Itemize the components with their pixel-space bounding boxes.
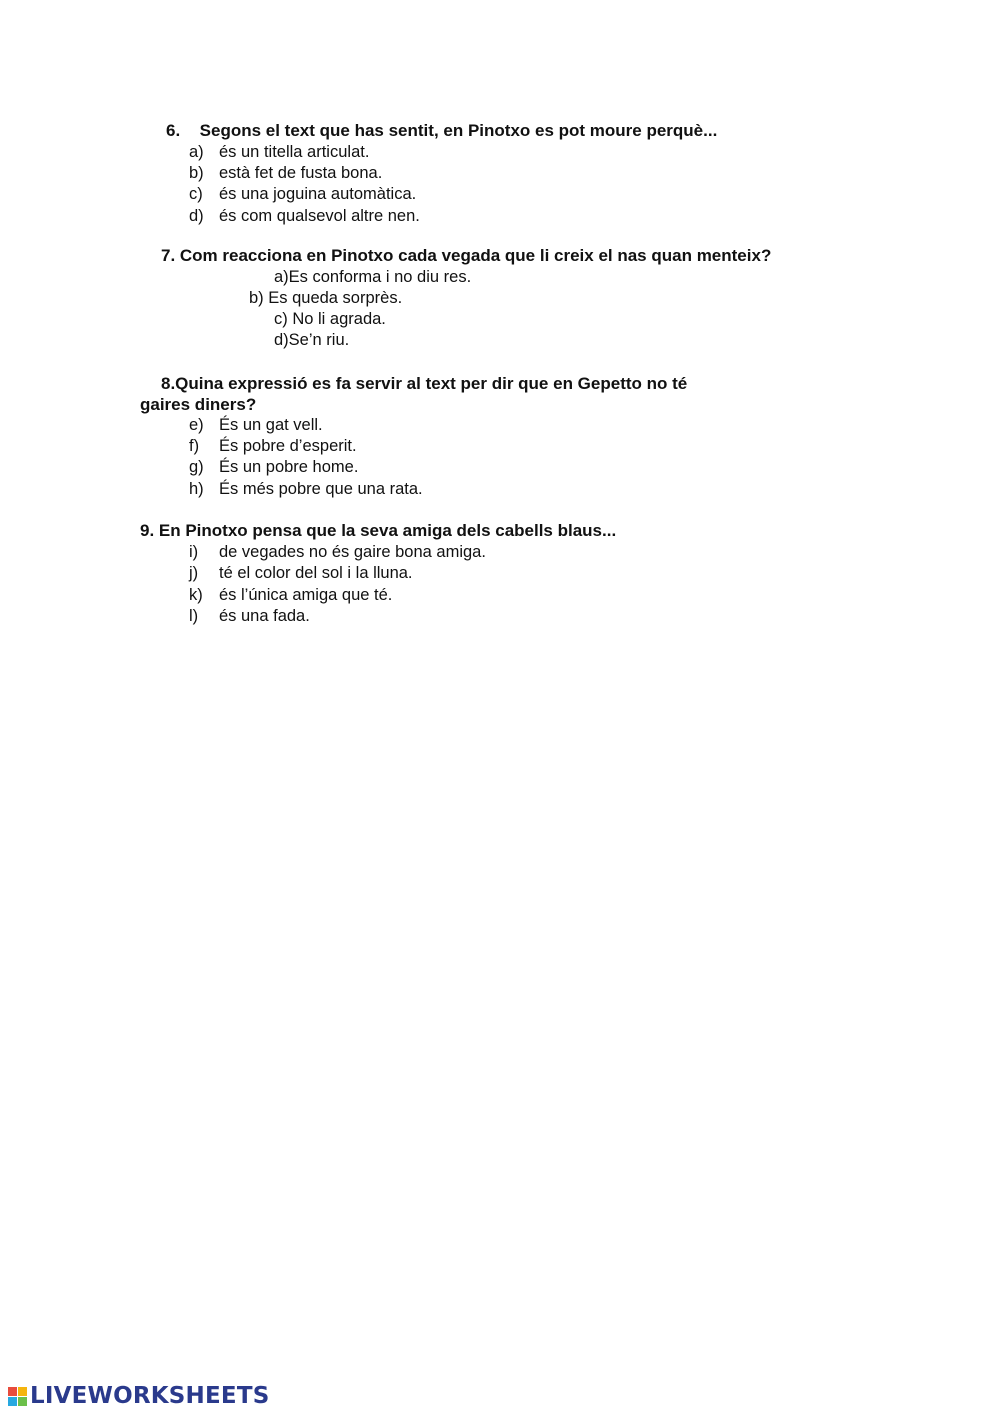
logo-tiles-icon bbox=[8, 1387, 27, 1406]
logo-tile bbox=[18, 1387, 27, 1396]
q8-option-h: h) És més pobre que una rata. bbox=[189, 480, 423, 498]
q9-option-j: j) té el color del sol i la lluna. bbox=[189, 564, 413, 582]
q8-option-e: e) És un gat vell. bbox=[189, 416, 323, 434]
q7-option-a: a)Es conforma i no diu res. bbox=[274, 268, 472, 286]
logo-tile bbox=[18, 1397, 27, 1406]
question-6 bbox=[166, 120, 717, 142]
q9-option-i: i) de vegades no és gaire bona amiga. bbox=[189, 543, 486, 561]
q8-option-f: f) És pobre d’esperit. bbox=[189, 437, 357, 455]
liveworksheets-logo[interactable] bbox=[8, 1381, 269, 1411]
q9-option-k: k) és l’única amiga que té. bbox=[189, 586, 393, 604]
question-8-line-2: gaires diners? bbox=[140, 395, 257, 414]
q8-option-g: g) És un pobre home. bbox=[189, 458, 359, 476]
q9-option-l: l) és una fada. bbox=[189, 607, 310, 625]
question-6-number: 6. bbox=[166, 121, 181, 140]
question-6-text: Segons el text que has sentit, en Pinotxo es pot moure perquè... bbox=[199, 121, 718, 140]
q7-option-d: d)Se’n riu. bbox=[274, 331, 350, 349]
q7-option-b: b) Es queda sorprès. bbox=[249, 289, 403, 307]
question-9-text: 9. En Pinotxo pensa que la seva amiga dels cabells blaus... bbox=[140, 521, 617, 540]
q6-option-b: b) està fet de fusta bona. bbox=[189, 164, 383, 182]
logo-text: LIVEWORKSHEETS bbox=[30, 1383, 270, 1409]
logo-tile bbox=[8, 1387, 17, 1396]
question-8-line-1: 8.Quina expressió es fa servir al text per dir que en Gepetto no té bbox=[161, 374, 688, 393]
question-7-text: 7. Com reacciona en Pinotxo cada vegada que li creix el nas quan menteix? bbox=[161, 246, 772, 265]
q6-option-a: a) és un titella articulat. bbox=[189, 143, 370, 161]
q6-option-c: c) és una joguina automàtica. bbox=[189, 185, 417, 203]
q7-option-c: c) No li agrada. bbox=[274, 310, 386, 328]
logo-tile bbox=[8, 1397, 17, 1406]
q6-option-d: d) és com qualsevol altre nen. bbox=[189, 207, 420, 225]
